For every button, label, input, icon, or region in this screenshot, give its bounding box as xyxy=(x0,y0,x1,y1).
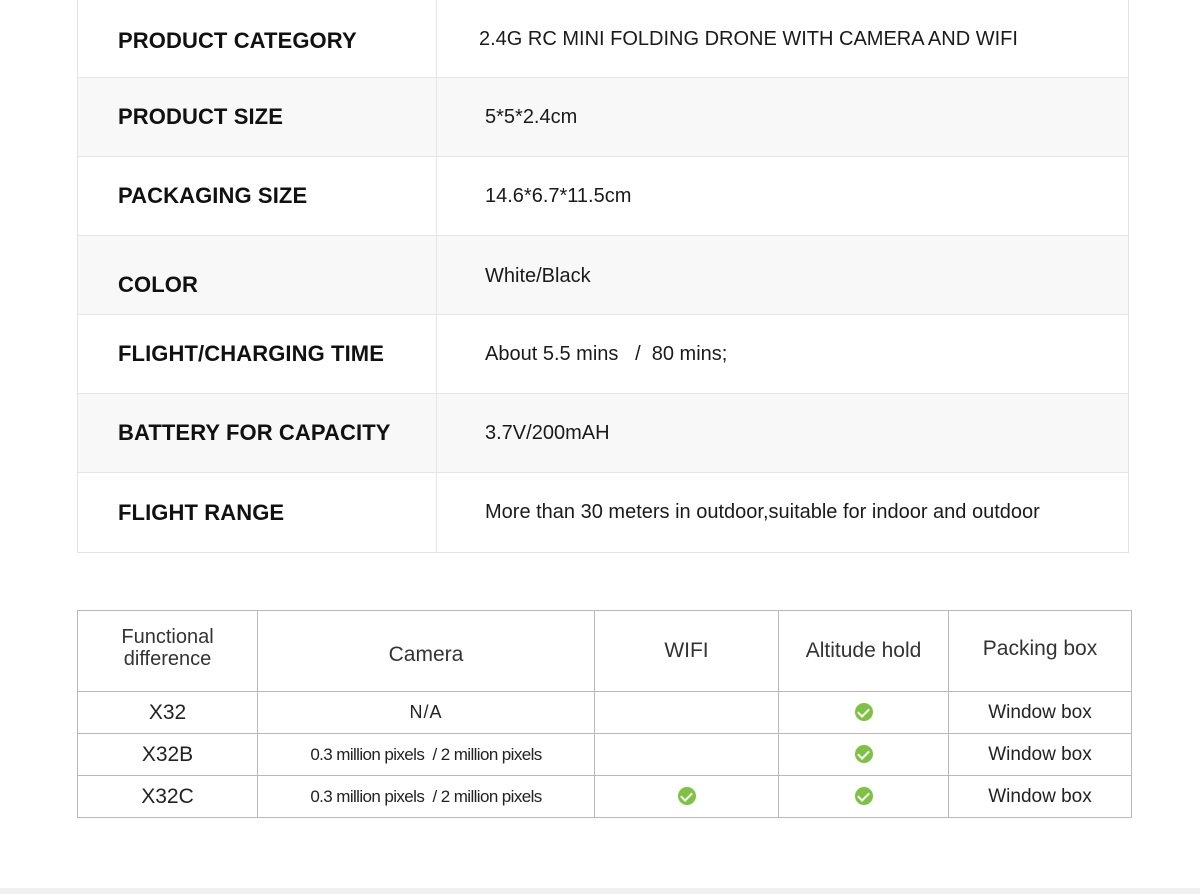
spec-row-color xyxy=(78,236,1128,315)
spec-row-flight-charging-time xyxy=(78,315,1128,394)
wifi-cell xyxy=(595,734,779,776)
header-camera: Camera xyxy=(258,611,595,692)
packing-box-cell: Window box xyxy=(949,776,1132,818)
spec-row-packaging-size xyxy=(78,157,1128,236)
spec-label: PRODUCT CATEGORY xyxy=(78,0,437,77)
spec-value: More than 30 meters in outdoor,suitable for indoor and outdoor xyxy=(485,501,1040,523)
header-altitude-hold: Altitude hold xyxy=(779,611,949,692)
spec-row-product-category xyxy=(78,0,1128,78)
wifi-cell xyxy=(595,692,779,734)
model-cell: X32B xyxy=(78,734,258,776)
header-label: Functional difference xyxy=(121,626,214,670)
header-wifi: WIFI xyxy=(595,611,779,692)
spec-label: PRODUCT SIZE xyxy=(78,78,437,156)
check-circle-icon xyxy=(855,703,873,721)
spec-table xyxy=(77,0,1129,553)
spec-label: FLIGHT/CHARGING TIME xyxy=(78,315,437,393)
spec-value: 3.7V/200mAH xyxy=(485,421,610,444)
check-circle-icon xyxy=(678,787,696,805)
packing-box-cell: Window box xyxy=(949,734,1132,776)
camera-cell: 0.3 million pixels / 2 million pixels xyxy=(258,776,595,818)
packing-box-cell: Window box xyxy=(949,692,1132,734)
table-row xyxy=(78,692,1132,734)
spec-label: PACKAGING SIZE xyxy=(78,157,437,235)
model-cell: X32C xyxy=(78,776,258,818)
check-circle-icon xyxy=(855,787,873,805)
spec-row-product-size xyxy=(78,78,1128,157)
spec-value: 14.6*6.7*11.5cm xyxy=(485,184,632,207)
camera-cell: N/A xyxy=(258,692,595,734)
camera-cell: 0.3 million pixels / 2 million pixels xyxy=(258,734,595,776)
spec-label: BATTERY FOR CAPACITY xyxy=(78,394,437,472)
spec-label: FLIGHT RANGE xyxy=(78,473,437,552)
altitude-hold-cell xyxy=(779,776,949,818)
altitude-hold-cell xyxy=(779,734,949,776)
header-packing-box: Packing box xyxy=(949,611,1132,692)
comparison-header-row xyxy=(78,611,1132,692)
spec-label: COLOR xyxy=(78,236,437,314)
spec-row-battery-capacity xyxy=(78,394,1128,473)
model-cell: X32 xyxy=(78,692,258,734)
spec-value: 5*5*2.4cm xyxy=(485,105,578,128)
check-circle-icon xyxy=(855,745,873,763)
bottom-divider xyxy=(0,888,1200,894)
spec-value: White/Black xyxy=(485,265,591,287)
table-row xyxy=(78,734,1132,776)
spec-value: 2.4G RC MINI FOLDING DRONE WITH CAMERA AND WIFI xyxy=(479,28,1018,50)
table-row xyxy=(78,776,1132,818)
altitude-hold-cell xyxy=(779,692,949,734)
spec-value: About 5.5 mins / 80 mins; xyxy=(485,342,728,365)
wifi-cell xyxy=(595,776,779,818)
comparison-table xyxy=(77,610,1132,818)
header-functional-difference xyxy=(78,611,258,692)
spec-row-flight-range xyxy=(78,473,1128,552)
